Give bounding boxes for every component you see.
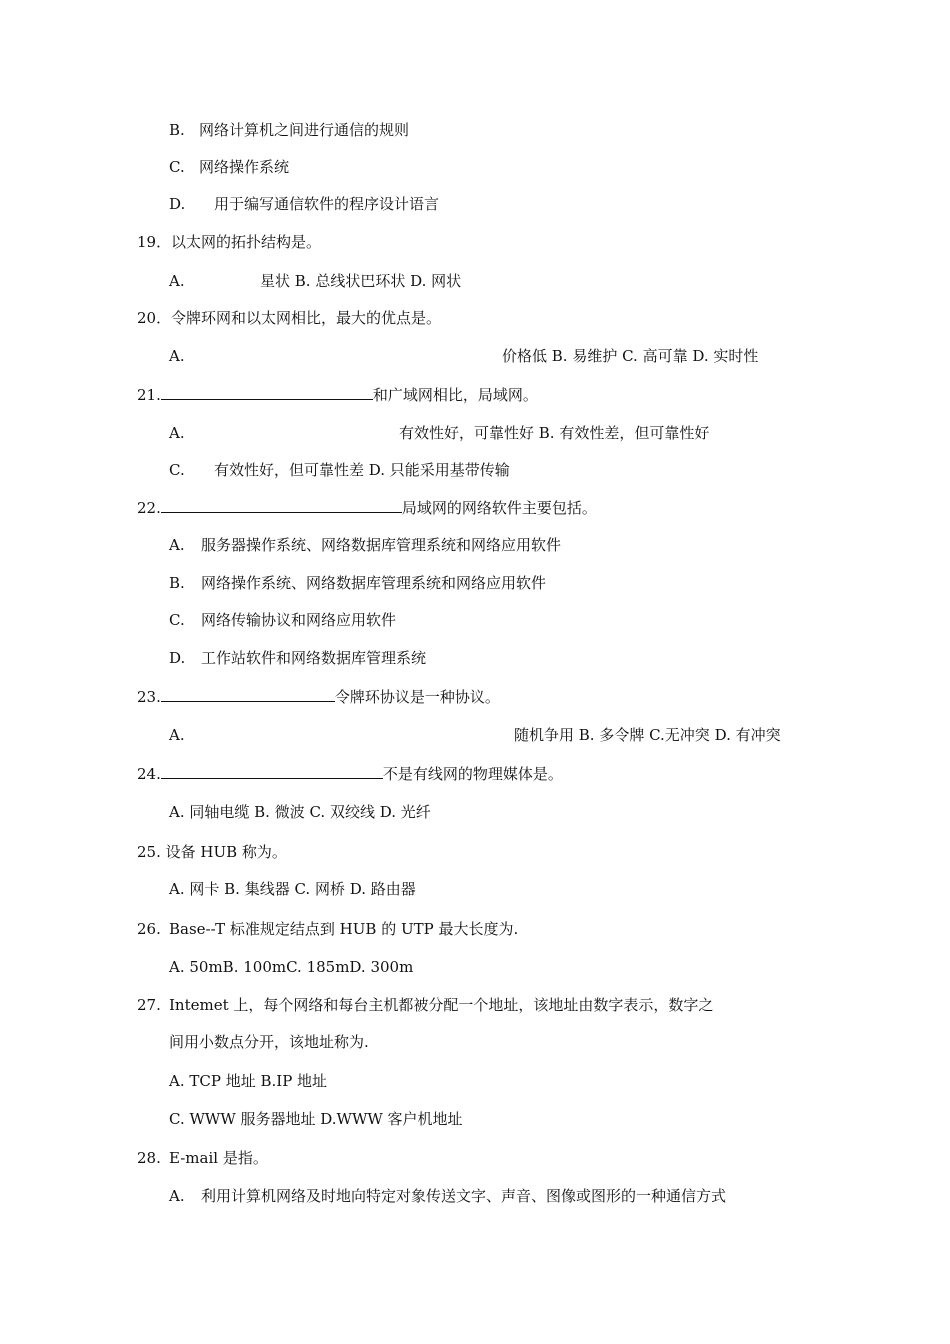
question-line xyxy=(137,498,597,518)
option-line xyxy=(169,725,781,745)
option-label: A. xyxy=(169,726,185,744)
option-label: C. xyxy=(169,158,185,176)
option-text: A. TCP 地址 B.IP 地址 xyxy=(169,1072,328,1090)
option-label: C. xyxy=(169,461,185,479)
option-text: A. 同轴电缆 B. 微波 C. 双绞线 D. 光纤 xyxy=(169,803,431,821)
question-number: 27. xyxy=(137,996,161,1014)
question-line xyxy=(137,385,538,405)
option-line xyxy=(169,879,416,899)
option-line xyxy=(169,460,510,480)
option-line xyxy=(169,346,758,366)
option-text: 随机争用 B. 多令牌 C.无冲突 D. 有冲突 xyxy=(514,726,781,744)
option-text: 服务器操作系统、网络数据库管理系统和网络应用软件 xyxy=(201,536,562,554)
option-text: 网络传输协议和网络应用软件 xyxy=(201,611,397,629)
option-label: D. xyxy=(169,195,186,213)
option-label: A. xyxy=(169,424,185,442)
option-line xyxy=(169,535,561,555)
option-text: 用于编写通信软件的程序设计语言 xyxy=(214,195,440,213)
question-text: 25. 设备 HUB 称为。 xyxy=(137,843,287,861)
question-text: 局域网的网络软件主要包括。 xyxy=(401,499,597,517)
option-text: 工作站软件和网络数据库管理系统 xyxy=(201,649,427,667)
question-line xyxy=(137,919,518,939)
option-label: A. xyxy=(169,536,185,554)
option-label: B. xyxy=(169,121,185,139)
option-line xyxy=(169,120,409,140)
option-text: 星状 B. 总线状巴环状 D. 网状 xyxy=(260,272,462,290)
question-text: 间用小数点分开，该地址称为. xyxy=(169,1033,369,1051)
option-line xyxy=(169,157,289,177)
option-label: C. xyxy=(169,611,185,629)
option-label: A. xyxy=(169,1187,185,1205)
question-number: 21. xyxy=(137,386,161,404)
option-label: D. xyxy=(169,649,186,667)
option-text: A. 网卡 B. 集线器 C. 网桥 D. 路由器 xyxy=(169,880,416,898)
answer-blank xyxy=(161,385,373,400)
question-text: 令牌环网和以太网相比，最大的优点是。 xyxy=(171,309,442,327)
question-text: 以太网的拓扑结构是。 xyxy=(171,233,322,251)
option-line xyxy=(169,194,439,214)
question-number: 22. xyxy=(137,499,161,517)
option-line xyxy=(169,1071,327,1091)
question-number: 26. xyxy=(137,920,161,938)
question-line xyxy=(137,687,500,707)
question-number: 24. xyxy=(137,765,161,783)
question-text: Intemet 上，每个网络和每台主机都被分配一个地址，该地址由数字表示，数字之 xyxy=(169,996,714,1014)
option-line xyxy=(169,957,413,977)
option-text: 网络计算机之间进行通信的规则 xyxy=(199,121,410,139)
option-text: A. 50mB. 100mC. 185mD. 300m xyxy=(169,958,414,976)
question-text: Base--T 标准规定结点到 HUB 的 UTP 最大长度为. xyxy=(169,920,519,938)
question-text: 不是有线网的物理媒体是。 xyxy=(382,765,563,783)
answer-blank xyxy=(161,498,402,513)
option-label: A. xyxy=(169,272,185,290)
option-line xyxy=(169,271,461,291)
option-line xyxy=(169,1186,726,1206)
option-line xyxy=(169,573,546,593)
question-text: E-mail 是指。 xyxy=(169,1149,268,1167)
option-label: A. xyxy=(169,347,185,365)
option-text: 有效性好，但可靠性差 D. 只能采用基带传输 xyxy=(214,461,510,479)
option-line xyxy=(169,610,396,630)
option-text: 网络操作系统、网络数据库管理系统和网络应用软件 xyxy=(201,574,547,592)
option-line xyxy=(169,802,431,822)
option-line xyxy=(169,648,426,668)
question-text: 令牌环协议是一种协议。 xyxy=(334,688,500,706)
question-continuation xyxy=(169,1032,369,1052)
question-line xyxy=(137,995,713,1015)
question-line xyxy=(137,232,321,252)
question-text: 和广域网相比，局域网。 xyxy=(372,386,538,404)
option-line xyxy=(169,423,709,443)
option-label: B. xyxy=(169,574,185,592)
question-number: 19． xyxy=(137,233,172,251)
option-text: C. WWW 服务器地址 D.WWW 客户机地址 xyxy=(169,1110,463,1128)
option-text: 有效性好，可靠性好 B. 有效性差，但可靠性好 xyxy=(399,424,710,442)
answer-blank xyxy=(161,764,383,779)
question-line xyxy=(137,308,441,328)
question-number: 23. xyxy=(137,688,161,706)
question-line xyxy=(137,764,563,784)
option-text: 利用计算机网络及时地向特定对象传送文字、声音、图像或图形的一种通信方式 xyxy=(201,1187,727,1205)
option-text: 网络操作系统 xyxy=(199,158,290,176)
option-text: 价格低 B. 易维护 C. 高可靠 D. 实时性 xyxy=(502,347,759,365)
question-number: 20． xyxy=(137,309,172,327)
answer-blank xyxy=(161,687,335,702)
question-line xyxy=(137,842,287,862)
question-number: 28. xyxy=(137,1149,161,1167)
question-line xyxy=(137,1148,268,1168)
option-line xyxy=(169,1109,463,1129)
